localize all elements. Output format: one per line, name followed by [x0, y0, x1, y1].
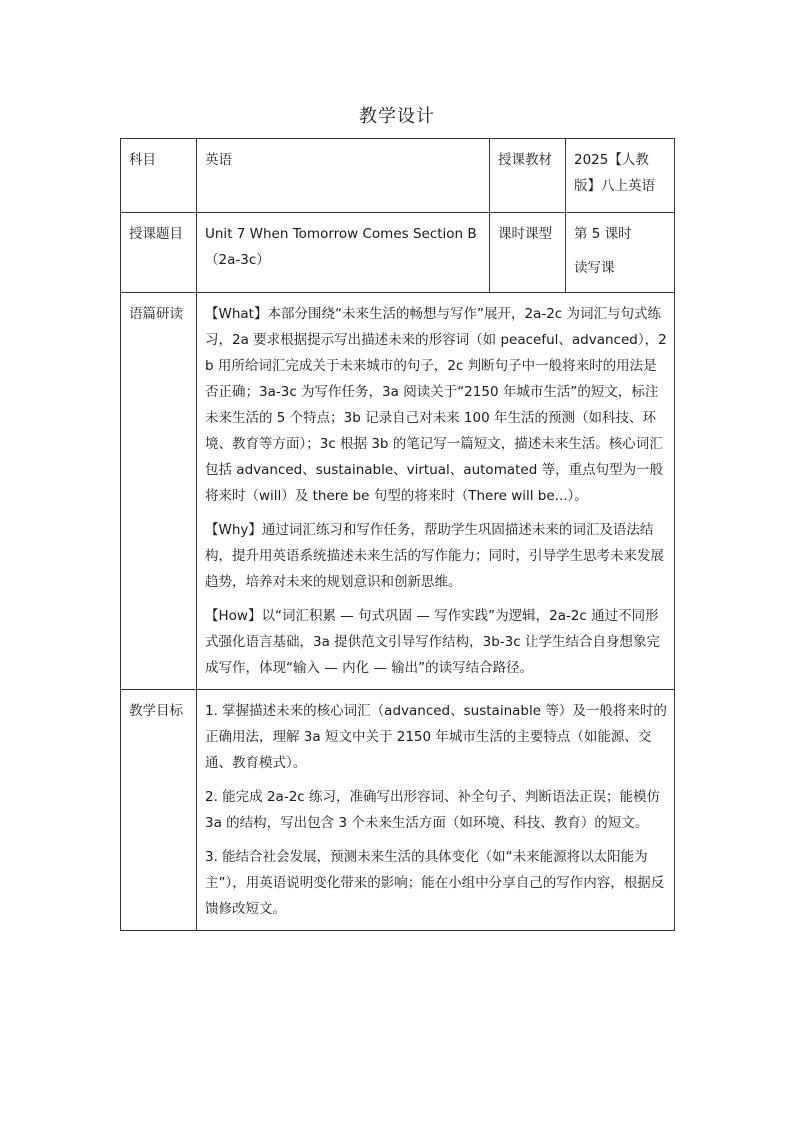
table-row-text-analysis: [121, 293, 675, 690]
objective-item-1: 1. 掌握描述未来的核心词汇（advanced、sustainable 等）及一般将来时的正确用法，理解 3a 短文中关于 2150 年城市生活的主要特点（如能源、交通、教育模式）。: [205, 703, 667, 771]
material-value: 2025【人教版】八上英语: [566, 139, 675, 213]
period-number: 第 5 课时: [574, 226, 632, 242]
subject-value: 英语: [197, 139, 490, 213]
period-value: [566, 213, 675, 293]
period-label: 课时课型: [490, 213, 566, 293]
lesson-plan-table: [120, 138, 675, 931]
objectives-content: [197, 690, 675, 931]
why-paragraph: 【Why】通过词汇练习和写作任务，帮助学生巩固描述未来的词汇及语法结构，提升用英语系统描述未来生活的写作能力；同时，引导学生思考未来发展趋势，培养对未来的规划意识和创新思维。: [205, 522, 664, 590]
lesson-type: 读写课: [574, 260, 615, 276]
table-row-objectives: [121, 690, 675, 931]
material-label: 授课教材: [490, 139, 566, 213]
text-analysis-content: [197, 293, 675, 690]
objective-item-3: 3. 能结合社会发展，预测未来生活的具体变化（如“未来能源将以太阳能为主”），用英语说明变化带来的影响；能在小组中分享自己的写作内容，根据反馈修改短文。: [205, 849, 665, 917]
table-row-topic: [121, 213, 675, 293]
subject-label: 科目: [121, 139, 197, 213]
how-paragraph: 【How】以“词汇积累 — 句式巩固 — 写作实践”为逻辑，2a-2c 通过不同形式强化语言基础，3a 提供范文引导写作结构，3b-3c 让学生结合自身想象完成写作，体现“输入 — 内化 — 输出”的读写结合路径。: [205, 608, 660, 676]
objective-item-2: 2. 能完成 2a-2c 练习，准确写出形容词、补全句子、判断语法正误；能模仿 3a 的结构，写出包含 3 个未来生活方面（如环境、科技、教育）的短文。: [205, 789, 660, 831]
objectives-label: 教学目标: [121, 690, 197, 931]
topic-label: 授课题目: [121, 213, 197, 293]
document-title: 教学设计: [359, 106, 435, 127]
what-paragraph: 【What】本部分围绕“未来生活的畅想与写作”展开，2a-2c 为词汇与句式练习，2a 要求根据提示写出描述未来的形容词（如 peaceful、advanced），2b 用所给词汇完成关于未来城市的句子，2c 判断句子中一般将来时的用法是否正确；3a-3c 为写作任务，3a 阅读关于“2150 年城市生活”的短文，标注未来生活的 5 个特点；3b 记录自己对未来 100 年生活的预测（如科技、环境、教育等方面）；3c 根据 3b 的笔记写一篇短文，描述未来生活。核心词汇包括 advanced、sustainable、virtual、automated 等，重点句型为一般将来时（will）及 there be 句型的将来时（There will be...）。: [205, 306, 667, 504]
table-row-subject: [121, 139, 675, 213]
topic-value: Unit 7 When Tomorrow Comes Section B（2a-3c）: [197, 213, 490, 293]
text-analysis-label: 语篇研读: [121, 293, 197, 690]
